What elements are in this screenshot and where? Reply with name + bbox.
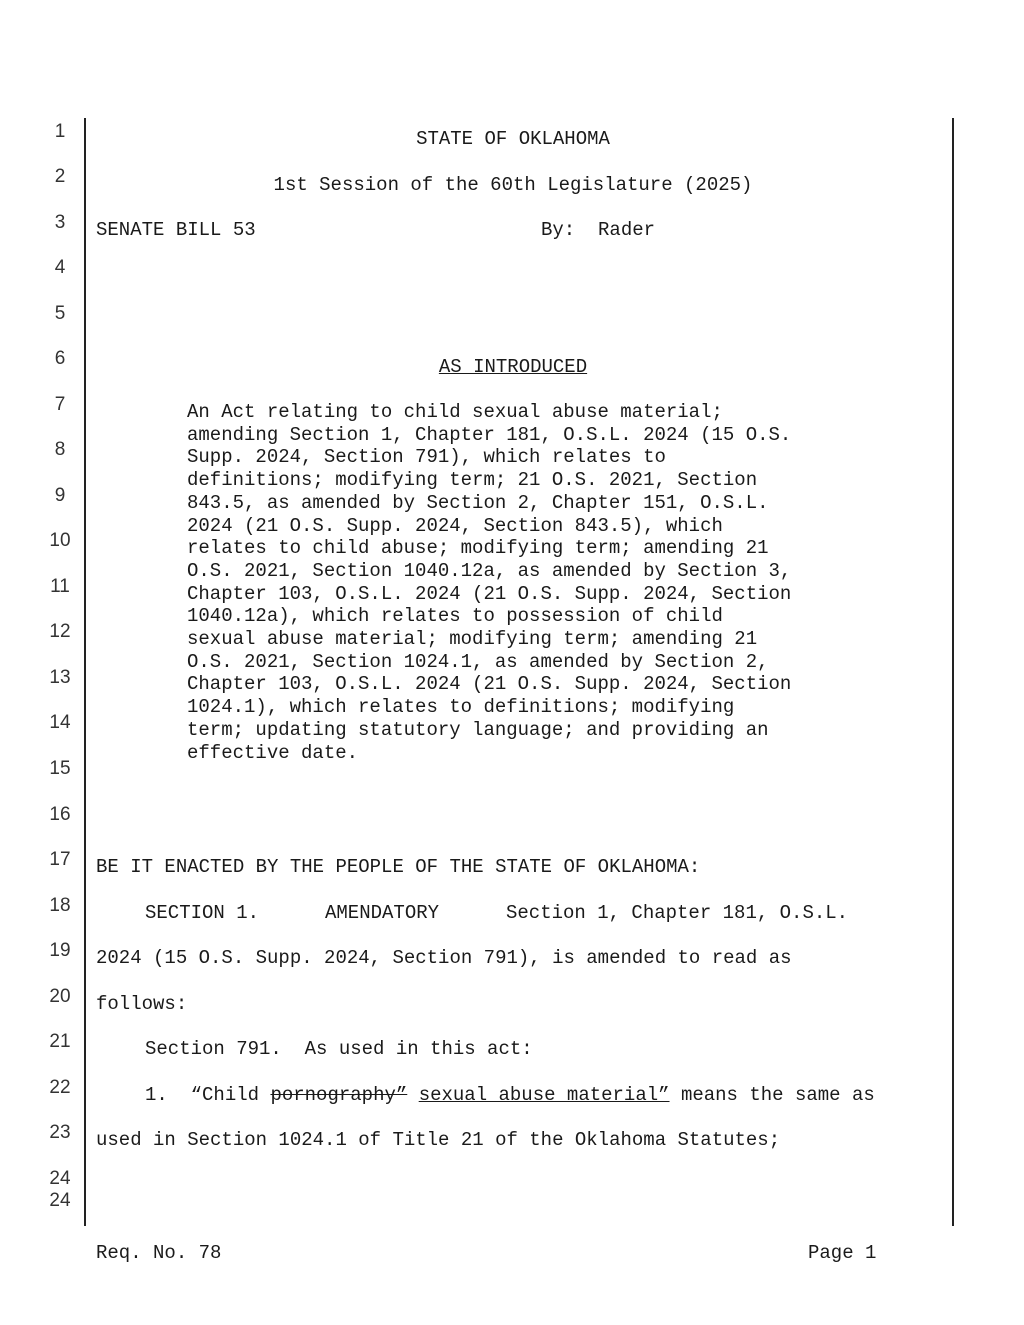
left-margin-rule bbox=[84, 118, 86, 1226]
line-number: 8 bbox=[54, 439, 66, 460]
summary-line: effective date. bbox=[187, 741, 359, 764]
act-summary bbox=[187, 401, 837, 764]
summary-line: amending Section 1, Chapter 181, O.S.L. 2024 (15 O.S. bbox=[187, 423, 792, 446]
summary-line: O.S. 2021, Section 1040.12a, as amended by Section 3, bbox=[187, 559, 792, 582]
line-number: 6 bbox=[54, 348, 66, 369]
line-number: 24 bbox=[49, 1190, 71, 1211]
session-heading: 1st Session of the 60th Legislature (2025) bbox=[273, 174, 753, 196]
line-number: 19 bbox=[49, 940, 71, 961]
line-number-clipped bbox=[40, 1190, 80, 1211]
item-term-start: “Child bbox=[190, 1084, 260, 1106]
summary-line: definitions; modifying term; 21 O.S. 2021, Section bbox=[187, 469, 758, 492]
line-number: 13 bbox=[49, 667, 71, 688]
summary-line: relates to child abuse; modifying term; amending 21 bbox=[187, 537, 769, 560]
section-type: AMENDATORY bbox=[325, 902, 440, 924]
summary-line: 1024.1), which relates to definitions; modifying bbox=[187, 696, 735, 719]
line-number: 14 bbox=[49, 712, 71, 733]
page-number: Page 1 bbox=[808, 1242, 877, 1264]
line-number: 11 bbox=[50, 576, 70, 597]
line-number: 20 bbox=[49, 986, 71, 1007]
summary-line: sexual abuse material; modifying term; amending 21 bbox=[187, 628, 758, 651]
summary-line: 843.5, as amended by Section 2, Chapter 151, O.S.L. bbox=[187, 491, 769, 514]
line-number: 2 bbox=[54, 166, 66, 187]
item-number: 1. bbox=[145, 1084, 168, 1106]
line-number: 7 bbox=[54, 394, 66, 415]
definition-item-1-cont: used in Section 1024.1 of Title 21 of the Oklahoma Statutes; bbox=[96, 1129, 781, 1151]
summary-line: 2024 (21 O.S. Supp. 2024, Section 843.5), which bbox=[187, 514, 723, 537]
line-number: 22 bbox=[49, 1077, 71, 1098]
bill-status: AS INTRODUCED bbox=[438, 356, 588, 378]
summary-line: Chapter 103, O.S.L. 2024 (21 O.S. Supp. 2024, Section bbox=[187, 673, 792, 696]
line-number: 10 bbox=[49, 530, 71, 551]
line-number: 9 bbox=[54, 485, 66, 506]
line-number: 24 bbox=[49, 1168, 71, 1189]
struck-text: pornography” bbox=[270, 1084, 408, 1106]
summary-line: O.S. 2021, Section 1024.1, as amended by Section 2, bbox=[187, 650, 769, 673]
section-label: SECTION 1. bbox=[145, 902, 260, 924]
enacting-clause: BE IT ENACTED BY THE PEOPLE OF THE STATE OF OKLAHOMA: bbox=[96, 856, 701, 878]
bill-number: SENATE BILL 53 bbox=[96, 219, 256, 241]
section-follows: follows: bbox=[96, 993, 188, 1015]
line-number: 23 bbox=[49, 1122, 71, 1143]
line-number: 15 bbox=[49, 758, 71, 779]
line-number: 1 bbox=[54, 121, 66, 142]
summary-line: Supp. 2024, Section 791), which relates to bbox=[187, 446, 666, 469]
inserted-text: sexual abuse material” bbox=[418, 1084, 670, 1106]
section-heading: Section 791. As used in this act: bbox=[145, 1038, 533, 1060]
summary-line: An Act relating to child sexual abuse material; bbox=[187, 401, 723, 423]
right-margin-rule bbox=[952, 118, 954, 1226]
line-number: 21 bbox=[49, 1031, 71, 1052]
definition-item-1 bbox=[145, 1084, 875, 1107]
summary-line: Chapter 103, O.S.L. 2024 (21 O.S. Supp. 2024, Section bbox=[187, 582, 792, 605]
item-text: means the same as bbox=[680, 1084, 875, 1106]
line-number: 4 bbox=[54, 257, 66, 278]
line-number: 18 bbox=[49, 895, 71, 916]
section-reference: Section 1, Chapter 181, O.S.L. bbox=[506, 902, 849, 924]
line-number: 17 bbox=[49, 849, 71, 870]
summary-line: term; updating statutory language; and providing an bbox=[187, 718, 769, 741]
line-number: 12 bbox=[49, 621, 71, 642]
line-number: 16 bbox=[49, 804, 71, 825]
line-number: 5 bbox=[54, 303, 66, 324]
section-reference-cont: 2024 (15 O.S. Supp. 2024, Section 791), is amended to read as bbox=[96, 947, 792, 969]
bill-author: By: Rader bbox=[541, 219, 656, 241]
request-number: Req. No. 78 bbox=[96, 1242, 222, 1264]
line-number: 3 bbox=[54, 212, 66, 233]
summary-line: 1040.12a), which relates to possession of child bbox=[187, 605, 723, 628]
state-heading: STATE OF OKLAHOMA bbox=[416, 128, 610, 150]
